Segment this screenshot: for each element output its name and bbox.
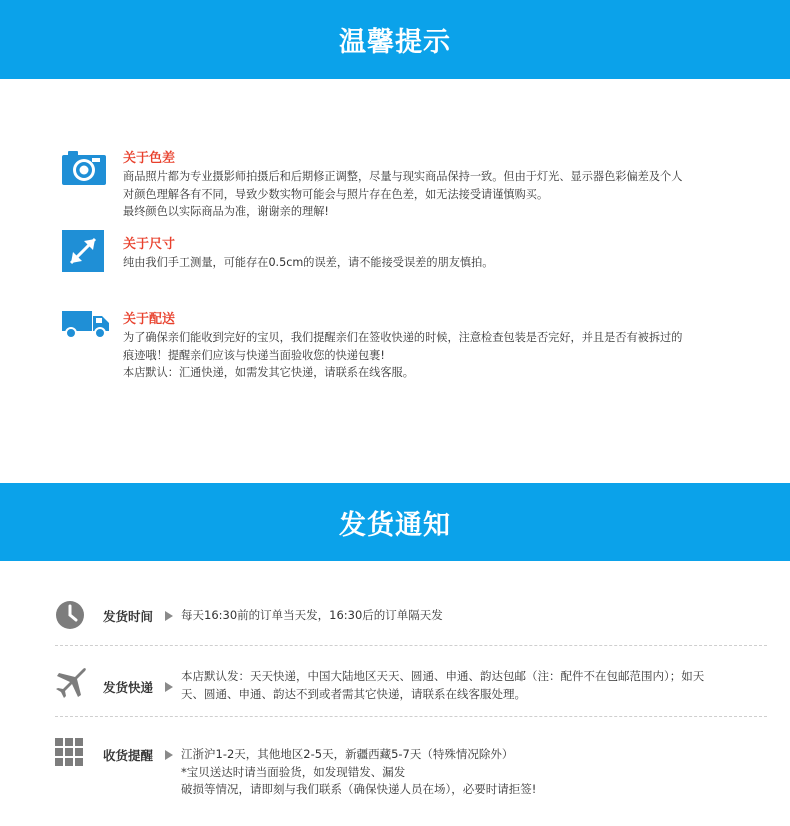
shipping-row-text: 江浙沪1-2天，其他地区2-5天，新疆西藏5-7天（特殊情况除外） [181, 747, 514, 761]
clock-icon [55, 600, 85, 634]
shipping-row-label: 收货提醒 [103, 748, 154, 763]
divider [55, 716, 767, 717]
tip-size [62, 236, 742, 276]
shipping-row-text: *宝贝送达时请当面验货，如发现错发、漏发 [181, 764, 406, 779]
tip-line: 最终颜色以实际商品为准，谢谢亲的理解! [123, 205, 329, 218]
arrow-right-icon [165, 750, 173, 760]
grid-icon [55, 738, 83, 770]
tip-line: 纯由我们手工测量，可能存在0.5cm的误差，请不能接受误差的朋友慎拍。 [123, 256, 494, 269]
shipping-row-receipt [55, 738, 767, 798]
shipping-row-label: 发货时间 [103, 609, 154, 624]
tip-color-difference [62, 150, 742, 220]
shipping-banner [0, 483, 790, 561]
shipping-row-label: 发货快递 [103, 680, 154, 695]
shipping-row-time [55, 600, 767, 632]
tip-line: 对颜色理解各有不同，导致少数实物可能会与照片存在色差，如无法接受请谨慎购买。 [123, 187, 549, 201]
truck-icon [62, 311, 110, 343]
tip-line: 商品照片都为专业摄影师拍摄后和后期修正调整，尽量与现实商品保持一致。但由于灯光、显示器色彩偏差及个人 [123, 170, 683, 183]
tips-banner-title: 温馨提示 [339, 27, 451, 58]
shipping-row-text: 破损等情况，请即刻与我们联系（确保快递人员在场），必要时请拒签! [181, 782, 537, 796]
shipping-row-text: 天、圆通、申通、韵达不到或者需其它快递，请联系在线客服处理。 [181, 686, 526, 701]
divider [55, 645, 767, 646]
tip-title: 关于色差 [123, 151, 176, 166]
shipping-row-text: 每天16:30前的订单当天发，16:30后的订单隔天发 [181, 608, 443, 622]
tip-title: 关于尺寸 [123, 237, 176, 252]
resize-arrow-icon [62, 230, 104, 276]
tip-title: 关于配送 [123, 312, 176, 327]
tip-line: 本店默认：汇通快递，如需发其它快递，请联系在线客服。 [123, 366, 414, 379]
tip-line: 为了确保亲们能收到完好的宝贝，我们提醒亲们在签收快递的时候，注意检查包装是否完好，并且是否有被拆过的 [123, 331, 683, 344]
arrow-right-icon [165, 611, 173, 621]
shipping-banner-title: 发货通知 [339, 509, 451, 541]
tip-line: 痕迹哦！提醒亲们应该与快递当面验收您的快递包裹! [123, 348, 385, 362]
tip-delivery [62, 311, 742, 383]
shipping-row-courier [55, 665, 767, 705]
tips-banner [0, 0, 790, 79]
shipping-row-text: 本店默认发：天天快递，中国大陆地区天天、圆通、申通、韵达包邮（注：配件不在包邮范围内）；如天 [181, 669, 705, 683]
airplane-icon [55, 667, 87, 703]
camera-icon [62, 150, 106, 190]
arrow-right-icon [165, 682, 173, 692]
